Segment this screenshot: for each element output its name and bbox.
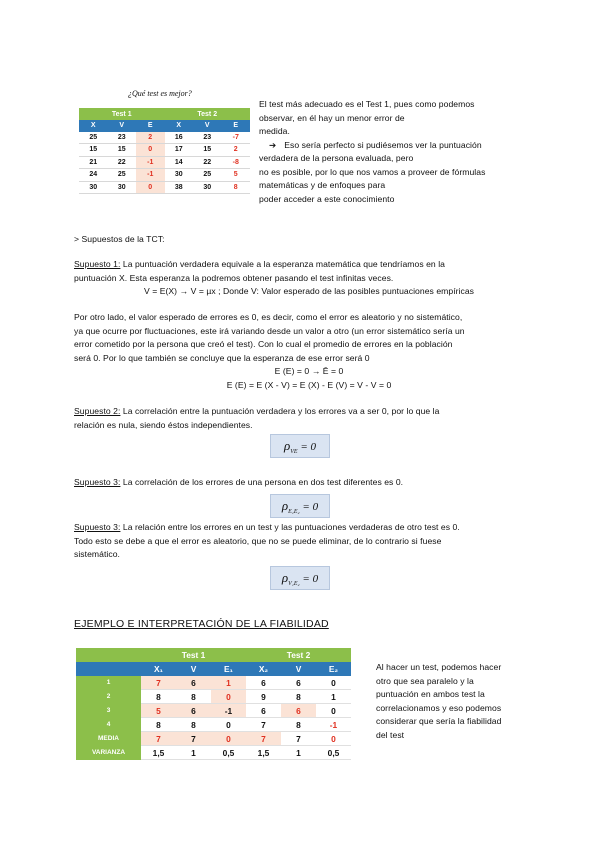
table-cell: 2 xyxy=(222,144,251,157)
text-span: La correlación de los errores de una persona en dos test diferentes es 0. xyxy=(120,477,404,487)
column-header: X xyxy=(79,120,108,132)
formula-rest: = 0 xyxy=(299,501,319,513)
formula-symbol: ρ xyxy=(281,498,289,513)
formula-box-rho-ve xyxy=(270,434,330,458)
table-cell: -7 xyxy=(222,132,251,144)
text-line xyxy=(74,258,544,272)
table-cell: 6 xyxy=(281,704,316,718)
table-cell: 7 xyxy=(246,718,281,732)
text-line: ya que ocurre por fluctuaciones, este irá variando desde un valor a otro (un error sistemático sería un xyxy=(74,325,465,336)
table-cell: 0 xyxy=(136,181,165,194)
arrow-icon: ➔ xyxy=(269,139,277,150)
table-cell: 1 xyxy=(316,690,351,704)
table-cell: 2 xyxy=(136,132,165,144)
error-paragraph xyxy=(74,311,544,392)
formula-subscript: E₁E₂ xyxy=(288,509,300,516)
column-header: E₁ xyxy=(211,662,246,676)
column-header: X₂ xyxy=(246,662,281,676)
table-cell: 6 xyxy=(246,676,281,690)
bottom-side-text xyxy=(376,661,536,742)
table-row-varianza xyxy=(76,746,351,760)
table-cell: 14 xyxy=(165,156,194,169)
text-span: La correlación entre la puntuación verdadera y los errores va a ser 0, por lo que la xyxy=(120,406,440,416)
table-cell: 25 xyxy=(193,169,222,182)
text-line: observar, en él hay un menor error de xyxy=(259,112,405,123)
supuesto-1 xyxy=(74,258,544,299)
table-cell: 6 xyxy=(176,704,211,718)
table-cell: 8 xyxy=(176,690,211,704)
table-cell: -1 xyxy=(316,718,351,732)
table-cell: 15 xyxy=(193,144,222,157)
column-header: X₁ xyxy=(141,662,176,676)
table-cell: 0,5 xyxy=(211,746,246,760)
text-line xyxy=(74,405,544,419)
text-line: Al hacer un test, podemos hacer xyxy=(376,662,502,672)
table-cell: 1,5 xyxy=(141,746,176,760)
column-header: V xyxy=(281,662,316,676)
row-label: 2 xyxy=(76,690,141,704)
formula: V = E(X) → V = µx ; Donde V: Valor esperado de las posibles puntuaciones empíricas xyxy=(143,286,475,296)
supuesto-2 xyxy=(74,405,544,432)
table-cell: 1 xyxy=(211,676,246,690)
text-line: El test más adecuado es el Test 1, pues como podemos xyxy=(259,99,475,109)
table-cell: 6 xyxy=(176,676,211,690)
table-cell: 0 xyxy=(211,732,246,746)
text-line: no es posible, por lo que nos vamos a proveer de fórmulas xyxy=(259,166,486,177)
formula-symbol: ρ xyxy=(283,438,291,453)
text-line: relación es nula, siendo éstos independientes. xyxy=(74,419,253,430)
table-group-header: Test 1 xyxy=(79,108,165,120)
text-span: La puntuación verdadera equivale a la esperanza matemática que tendríamos en la xyxy=(120,259,445,269)
supuesto-label: Supuesto 3: xyxy=(74,522,121,532)
table-row xyxy=(79,144,250,157)
top-table-caption: ¿Qué test es mejor? xyxy=(128,89,192,98)
table-cell: 21 xyxy=(79,156,108,169)
text-line: correlacionamos y eso podemos xyxy=(376,702,502,713)
table-cell: 7 xyxy=(176,732,211,746)
table-cell: 16 xyxy=(165,132,194,144)
table-cell: 23 xyxy=(193,132,222,144)
table-cell: 1,5 xyxy=(246,746,281,760)
table-group-header: Test 1 xyxy=(141,648,246,662)
text-line: error cometido por la persona que creó el test). Con lo cual el promedio de errores en la población xyxy=(74,339,453,349)
table-cell: 6 xyxy=(281,676,316,690)
text-line: medida. xyxy=(259,126,290,136)
table-cell: 8 xyxy=(222,181,251,194)
table-cell: 22 xyxy=(108,156,137,169)
table-row xyxy=(76,718,351,732)
column-header: E₂ xyxy=(316,662,351,676)
table-cell: 30 xyxy=(108,181,137,194)
table-cell: 0 xyxy=(211,718,246,732)
supuesto-label: Supuesto 3: xyxy=(74,477,121,487)
top-side-text xyxy=(259,98,559,206)
text-span: Eso sería perfecto si pudiésemos ver la puntuación xyxy=(284,139,482,150)
text-line xyxy=(259,139,559,153)
formula: E (E) = E (X - V) = E (X) - E (V) = V - V = 0 xyxy=(226,379,392,390)
text-line: puntuación en ambos test la xyxy=(376,689,485,699)
table-row xyxy=(79,169,250,182)
table-cell: 8 xyxy=(141,690,176,704)
table-cell: 0,5 xyxy=(316,746,351,760)
text-line: considerar que sería la fiabilidad xyxy=(376,716,502,726)
row-label: MEDIA xyxy=(76,732,141,746)
formula-rest: = 0 xyxy=(297,441,317,453)
table-cell: 17 xyxy=(165,144,194,157)
table-cell: 0 xyxy=(211,690,246,704)
text-line: matemáticas y de enfoques para xyxy=(259,180,386,190)
supuesto-label: Supuesto 1: xyxy=(74,259,121,269)
formula-rest: = 0 xyxy=(299,573,319,585)
table-cell: 1 xyxy=(281,746,316,760)
table-cell: 0 xyxy=(316,676,351,690)
table-cell: -1 xyxy=(136,169,165,182)
text-line: del test xyxy=(376,729,405,740)
column-header: V xyxy=(193,120,222,132)
table-cell: 30 xyxy=(165,169,194,182)
formula-subscript: V₁E₂ xyxy=(288,581,300,588)
row-label: VARIANZA xyxy=(76,746,141,760)
text-line: será 0. Por lo que también se concluye que la esperanza de ese error será 0 xyxy=(74,352,370,363)
formula: E (E) = 0 → Ē = 0 xyxy=(274,366,344,376)
supuesto-label: Supuesto 2: xyxy=(74,406,121,416)
table-row xyxy=(79,156,250,169)
table-cell: 9 xyxy=(246,690,281,704)
text-span: La relación entre los errores en un test y las puntuaciones verdaderas de otro test es 0. xyxy=(120,522,460,532)
row-label: 4 xyxy=(76,718,141,732)
table-cell: 8 xyxy=(281,690,316,704)
table-cell: 0 xyxy=(136,144,165,157)
table-row xyxy=(79,181,250,194)
table-cell: 7 xyxy=(281,732,316,746)
formula-box-rho-e1e2 xyxy=(270,494,330,518)
text-line: verdadera de la persona evaluada, pero xyxy=(259,153,414,163)
row-label: 1 xyxy=(76,676,141,690)
supuesto-3 xyxy=(74,476,544,490)
table-cell: 25 xyxy=(79,132,108,144)
column-header: E xyxy=(222,120,251,132)
table-cell: -1 xyxy=(211,704,246,718)
supuesto-4 xyxy=(74,521,544,562)
table-cell: 15 xyxy=(108,144,137,157)
text-line xyxy=(74,521,544,535)
formula-box-rho-v1e2 xyxy=(270,566,330,590)
text-line xyxy=(74,476,544,490)
formula-symbol: ρ xyxy=(281,570,289,585)
table-cell: 22 xyxy=(193,156,222,169)
text-line: Por otro lado, el valor esperado de errores es 0, es decir, como el error es aleatorio y no sistemático, xyxy=(74,312,463,322)
table-cell: 23 xyxy=(108,132,137,144)
table-cell: 30 xyxy=(79,181,108,194)
table-row-media xyxy=(76,732,351,746)
top-comparison-table xyxy=(79,108,250,194)
table-group-header: Test 2 xyxy=(165,108,251,120)
table-cell: 0 xyxy=(316,732,351,746)
corner-cell xyxy=(76,648,141,662)
column-header: V xyxy=(108,120,137,132)
corner-cell xyxy=(76,662,141,676)
reliability-example-table xyxy=(76,648,351,760)
column-header: X xyxy=(165,120,194,132)
table-cell: 5 xyxy=(222,169,251,182)
section-heading: > Supuestos de la TCT: xyxy=(74,234,165,244)
column-header: E xyxy=(136,120,165,132)
table-row xyxy=(76,676,351,690)
text-line: poder acceder a este conocimiento xyxy=(259,193,395,204)
table-row xyxy=(76,704,351,718)
table-cell: 8 xyxy=(281,718,316,732)
table-cell: 8 xyxy=(141,718,176,732)
table-cell: 6 xyxy=(246,704,281,718)
formula-subscript: VE xyxy=(290,449,298,456)
table-cell: 7 xyxy=(141,676,176,690)
column-header: V xyxy=(176,662,211,676)
row-label: 3 xyxy=(76,704,141,718)
table-row xyxy=(79,132,250,144)
text-line: puntuación X. Esta esperanza la podremos obtener pasando el test infinitas veces. xyxy=(74,272,394,283)
table-cell: 0 xyxy=(316,704,351,718)
table-cell: -8 xyxy=(222,156,251,169)
table-cell: 7 xyxy=(246,732,281,746)
table-cell: 38 xyxy=(165,181,194,194)
text-line: sistemático. xyxy=(74,549,120,559)
table-cell: 30 xyxy=(193,181,222,194)
table-cell: 7 xyxy=(141,732,176,746)
table-cell: -1 xyxy=(136,156,165,169)
table-cell: 5 xyxy=(141,704,176,718)
table-cell: 24 xyxy=(79,169,108,182)
text-line: otro que sea paralelo y la xyxy=(376,675,474,686)
table-cell: 1 xyxy=(176,746,211,760)
text-line: Todo esto se debe a que el error es aleatorio, que no se puede eliminar, de lo contrario si fuese xyxy=(74,535,442,546)
table-cell: 15 xyxy=(79,144,108,157)
table-cell: 25 xyxy=(108,169,137,182)
table-cell: 8 xyxy=(176,718,211,732)
table-row xyxy=(76,690,351,704)
table-group-header: Test 2 xyxy=(246,648,351,662)
example-heading: EJEMPLO E INTERPRETACIÓN DE LA FIABILIDAD xyxy=(74,618,329,630)
